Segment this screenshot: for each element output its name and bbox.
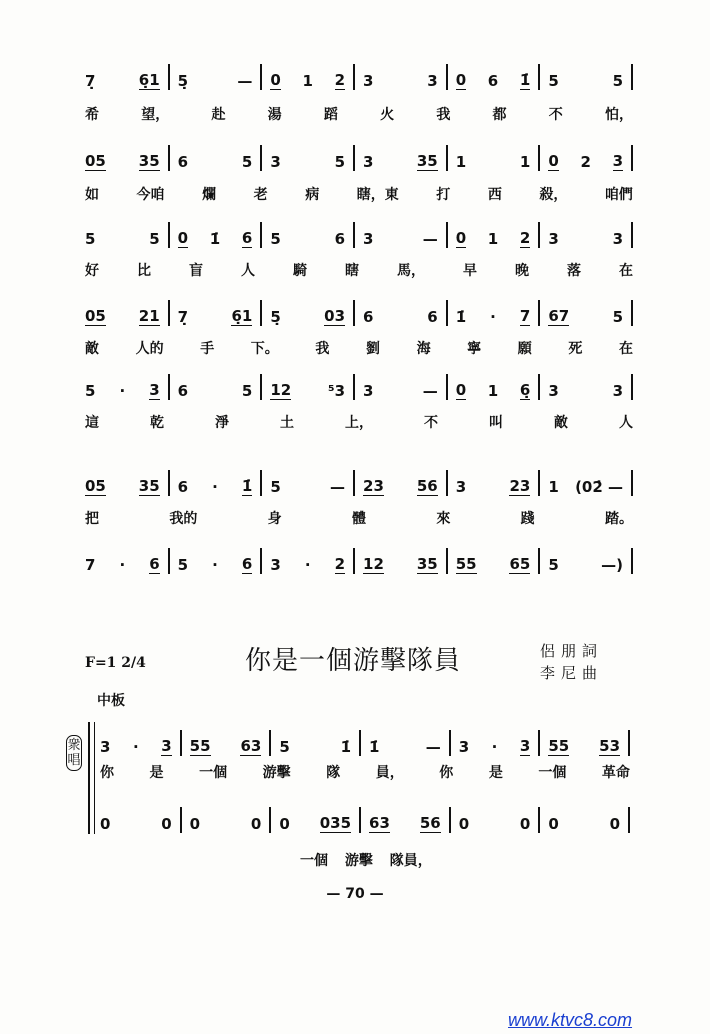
lyric: 騎: [293, 263, 307, 279]
note: 3: [270, 153, 281, 171]
lyric: 人: [619, 415, 633, 431]
measure: [353, 470, 446, 496]
lyric: 一個: [199, 765, 228, 781]
note: 5: [270, 478, 281, 496]
note: 3: [363, 72, 374, 90]
note: ·: [119, 382, 126, 400]
lyric: 人的: [135, 341, 164, 357]
note: 5: [270, 230, 281, 248]
measure: [269, 730, 359, 756]
notation-line: [85, 298, 633, 326]
lyric: 我: [436, 107, 451, 123]
lyric: 在: [618, 341, 633, 357]
note: 23: [509, 477, 531, 495]
note: 6: [177, 153, 189, 171]
measure: [260, 374, 353, 400]
measure: [446, 548, 539, 574]
lyric: 革命: [601, 765, 630, 781]
measure: [269, 807, 359, 833]
lyric: 病: [305, 187, 320, 203]
lyric: 盲: [189, 263, 203, 279]
note: 6: [241, 555, 253, 573]
lyric: 是: [488, 765, 503, 781]
lyric: 如: [85, 187, 99, 203]
note: 5̣: [177, 72, 189, 90]
lyric: 叫: [489, 415, 503, 431]
note: 3: [161, 737, 172, 755]
note: 03: [324, 307, 346, 325]
lyric: 好: [85, 263, 99, 279]
note: —: [422, 230, 438, 248]
note: 1: [455, 153, 467, 171]
note: 3: [548, 382, 559, 400]
lyric: 爛: [202, 187, 217, 203]
lyrics-line: [100, 762, 630, 782]
system-bracket: [88, 722, 95, 834]
measure: [85, 548, 168, 574]
note: ·: [119, 556, 126, 574]
notation-line: [85, 468, 633, 496]
note: 0: [609, 815, 621, 833]
lyric: 上，: [345, 415, 373, 431]
lyric: 體: [351, 511, 366, 527]
lyric: 寧: [467, 341, 482, 357]
measure: [446, 300, 539, 326]
measure: [446, 222, 539, 248]
lyric: 希: [85, 107, 99, 123]
note: 6: [177, 478, 189, 496]
measure: [359, 730, 449, 756]
note: 0: [189, 815, 201, 833]
note: 1: [519, 153, 531, 171]
note: 55: [189, 737, 211, 755]
note: 5: [279, 738, 290, 756]
note: 5: [85, 382, 96, 400]
note: ·: [491, 738, 498, 756]
note: 1̇: [519, 71, 531, 89]
note: 53: [599, 737, 621, 755]
lyric: 比: [137, 263, 151, 279]
note: ·: [212, 478, 218, 496]
note: 5: [241, 382, 253, 400]
lyric: 一個: [538, 765, 567, 781]
measure: [85, 145, 168, 171]
note: 6: [177, 382, 189, 400]
note: 1: [487, 382, 499, 400]
note: 7̣: [85, 72, 96, 90]
note: 0: [100, 815, 111, 833]
lyric: 都: [492, 107, 507, 123]
key-signature: F=1 2/4: [85, 655, 146, 671]
note: 0: [455, 71, 467, 89]
lyric: 湯: [267, 107, 282, 123]
note: 0: [250, 815, 262, 833]
lyric: 土: [280, 415, 294, 431]
note: 6: [149, 555, 160, 573]
note: ·: [304, 556, 311, 574]
measure: [538, 807, 630, 833]
lyric: 早: [463, 263, 477, 279]
note: 0: [548, 152, 559, 170]
measure: [353, 548, 446, 574]
lyric: 游擊: [262, 765, 291, 781]
note: 6: [334, 230, 346, 248]
lyric: 身: [267, 511, 282, 527]
measure: [85, 470, 168, 496]
note: 2: [580, 153, 591, 171]
note: 6̣1: [138, 71, 160, 89]
note: 5: [149, 230, 160, 248]
measure: [168, 300, 261, 326]
note: 6: [363, 308, 374, 326]
note: 67: [548, 307, 570, 325]
note: 35: [416, 555, 438, 573]
lyric: 劉: [365, 341, 380, 357]
lyric: 瞎: [345, 263, 359, 279]
lyric: 不: [424, 415, 438, 431]
note: 35: [138, 152, 160, 170]
note: 0: [177, 229, 189, 247]
note: 1: [487, 230, 499, 248]
measure: [538, 145, 633, 171]
voice-label: 衆唱: [66, 735, 82, 771]
note: 63: [240, 737, 262, 755]
note: 3: [363, 230, 374, 248]
note: 3: [270, 556, 281, 574]
lyric: 怕，: [604, 107, 633, 123]
note: 5: [548, 72, 559, 90]
note: ·: [212, 556, 218, 574]
note: 12: [363, 555, 384, 573]
lyric: 馬，: [397, 263, 425, 279]
measure: [353, 145, 446, 171]
note: 7: [85, 556, 96, 574]
notation-line: [100, 728, 630, 756]
measure: [449, 807, 539, 833]
note: 1̇: [209, 230, 221, 248]
notation-line: [85, 372, 633, 400]
note: 3: [458, 738, 470, 756]
note: 05: [85, 477, 106, 495]
lyric: 來: [436, 511, 451, 527]
note: 0: [548, 815, 559, 833]
lyric: 你: [439, 765, 454, 781]
tempo-marking: 中板: [97, 693, 125, 709]
lyric: 人: [241, 263, 255, 279]
note: 035: [319, 814, 352, 832]
measure: [353, 64, 446, 90]
notation-line: [85, 62, 633, 90]
note: 7̣: [177, 308, 189, 326]
measure: [260, 548, 353, 574]
measure: [168, 222, 261, 248]
lyric: 火: [380, 107, 395, 123]
note: 6̣1: [231, 307, 253, 325]
song-title: 你是一個游擊隊員: [245, 646, 462, 676]
note: 5: [177, 556, 189, 574]
lyric: 敵: [85, 341, 99, 357]
lyrics-line: [85, 184, 633, 204]
note: 7: [519, 307, 531, 325]
lyrics-line: [85, 338, 633, 358]
page-number: — 70 —: [326, 886, 384, 902]
note: 2: [334, 555, 346, 573]
measure: [353, 300, 446, 326]
note: 3: [363, 382, 374, 400]
note: 65: [509, 555, 531, 573]
lyric: 願: [517, 341, 532, 357]
notation-line: [85, 546, 633, 574]
lyric: 踐: [520, 511, 535, 527]
measure: [180, 730, 270, 756]
note: 1̇: [340, 738, 352, 756]
lyric: 敵: [554, 415, 568, 431]
note: 5: [85, 230, 96, 248]
note: 0: [279, 815, 290, 833]
note: —: [330, 478, 346, 496]
note: —: [425, 738, 441, 756]
note: 5: [612, 308, 624, 326]
note: 6̣: [519, 381, 531, 399]
note: 55: [548, 737, 570, 755]
lyric: 不: [548, 107, 563, 123]
note: 1̇: [369, 738, 380, 756]
lyric: 今咱: [136, 187, 165, 203]
note: 0: [519, 815, 531, 833]
measure: [180, 807, 270, 833]
note: 3: [455, 478, 467, 496]
lyric: 我: [315, 341, 330, 357]
lyric: 晚: [515, 263, 529, 279]
lyric: 我的: [169, 511, 198, 527]
note: 1̇: [455, 308, 467, 326]
lyric: 落: [567, 263, 581, 279]
note: 2: [519, 229, 531, 247]
note: 3: [612, 230, 624, 248]
note: ·: [490, 308, 496, 326]
measure: [359, 807, 449, 833]
note: 0: [455, 381, 467, 399]
measure: [446, 145, 539, 171]
measure: [353, 222, 446, 248]
lyric: 老: [253, 187, 268, 203]
note: 5: [548, 556, 559, 574]
note: 55: [455, 555, 477, 573]
lyric: 踏。: [604, 511, 633, 527]
lyric: 淨: [215, 415, 229, 431]
note: —: [237, 72, 253, 90]
notation-line: [100, 805, 630, 833]
notation-line: [85, 220, 633, 248]
lyric: 西: [487, 187, 502, 203]
lyric: 蹈: [323, 107, 338, 123]
measure: [168, 548, 261, 574]
lyric: 是: [149, 765, 164, 781]
measure: [85, 64, 168, 90]
note: 0: [161, 815, 172, 833]
note: 35: [138, 477, 160, 495]
note: 56: [416, 477, 438, 495]
note: 6: [427, 308, 438, 326]
measure: [168, 64, 261, 90]
note: —): [601, 556, 624, 574]
measure: [446, 374, 539, 400]
note: ⁵3: [328, 382, 346, 400]
note: 3: [519, 737, 531, 755]
note: 0: [458, 815, 470, 833]
lyric: 乾: [150, 415, 164, 431]
measure: [100, 807, 180, 833]
composer-credit: 李尼曲: [540, 664, 604, 682]
note: 1: [548, 478, 559, 496]
lyric: 員，: [375, 765, 404, 781]
measure: [449, 730, 539, 756]
measure: [168, 374, 261, 400]
lyricist-credit: 侶朋詞: [540, 642, 604, 660]
note: —: [422, 382, 438, 400]
note: 3: [612, 152, 624, 170]
notation-line: [85, 143, 633, 171]
note: 5: [241, 153, 253, 171]
lyric: 你: [100, 765, 114, 781]
lyric: 望，: [141, 107, 170, 123]
note: 0: [455, 229, 467, 247]
note: (02̇ —: [575, 478, 624, 496]
measure: [538, 222, 633, 248]
measure: [100, 730, 180, 756]
measure: [538, 730, 630, 756]
measure: [168, 470, 261, 496]
note: 63: [369, 814, 390, 832]
measure: [446, 470, 539, 496]
lyrics-line: [85, 508, 633, 528]
note: 1̇: [241, 477, 253, 495]
lower-voice-lyrics: 一個 游擊 隊員，: [300, 853, 432, 869]
note: 0: [270, 71, 281, 89]
measure: [260, 300, 353, 326]
note: 21: [138, 307, 160, 325]
measure: [446, 64, 539, 90]
measure: [538, 300, 633, 326]
note: 6: [487, 72, 499, 90]
note: ·: [132, 738, 139, 756]
note: 5: [612, 72, 624, 90]
lyric: 在: [619, 263, 633, 279]
lyric: 把: [85, 511, 99, 527]
lyrics-line: [85, 104, 633, 124]
measure: [260, 64, 353, 90]
lyric: 隊: [326, 765, 341, 781]
measure: [168, 145, 261, 171]
measure: [353, 374, 446, 400]
measure: [260, 470, 353, 496]
note: 2: [334, 71, 345, 89]
note: 3: [363, 153, 374, 171]
lyric: 赴: [211, 107, 226, 123]
measure: [85, 374, 168, 400]
lyrics-line: [85, 412, 633, 432]
watermark: www.ktvc8.com: [508, 1010, 633, 1030]
note: 3: [100, 738, 111, 756]
note: 3: [427, 72, 438, 90]
lyric: 下。: [250, 341, 279, 357]
note: 3: [612, 382, 624, 400]
note: 35: [416, 152, 438, 170]
note: 5̣: [270, 308, 281, 326]
measure: [538, 470, 633, 496]
measure: [538, 548, 633, 574]
lyric: 手: [200, 341, 215, 357]
note: 1: [302, 72, 313, 90]
measure: [260, 222, 353, 248]
note: 05: [85, 307, 106, 325]
measure: [538, 64, 633, 90]
lyric: 咱們: [604, 187, 633, 203]
lyric: 打: [436, 187, 451, 203]
note: 6: [241, 229, 253, 247]
lyric: 殺，: [539, 187, 568, 203]
lyric: 死: [568, 341, 583, 357]
note: 12: [270, 381, 292, 399]
lyric: 瞎，東: [356, 187, 399, 203]
note: 3: [548, 230, 559, 248]
measure: [85, 300, 168, 326]
note: 5: [334, 153, 346, 171]
note: 56: [419, 814, 441, 832]
note: 3: [149, 381, 160, 399]
note: 05: [85, 152, 106, 170]
measure: [85, 222, 168, 248]
lyric: 這: [85, 415, 99, 431]
measure: [260, 145, 353, 171]
measure: [538, 374, 633, 400]
lyric: 海: [416, 341, 431, 357]
lyrics-line: [85, 260, 633, 280]
note: 23: [363, 477, 384, 495]
